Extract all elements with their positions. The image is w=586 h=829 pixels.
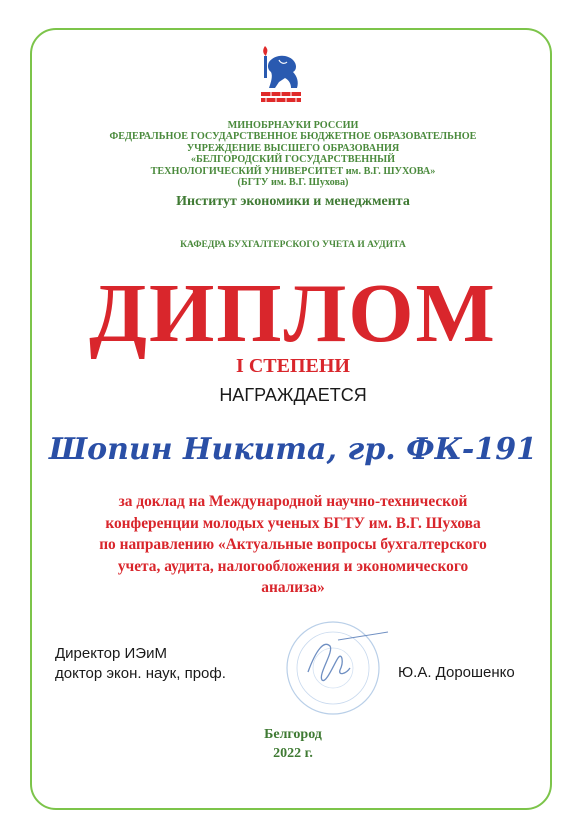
signatory-position: Директор ИЭиМ	[55, 645, 167, 662]
signatory-block	[55, 644, 226, 684]
reason-line: за доклад на Международной научно-технической	[118, 493, 468, 510]
reason-line: анализа»	[261, 579, 325, 596]
signatory-degree: доктор экон. наук, проф.	[55, 665, 226, 682]
department-name: КАФЕДРА БУХГАЛТЕРСКОГО УЧЕТА И АУДИТА	[180, 240, 406, 250]
recipient-name: Шопин Никита, гр. ФК-191	[49, 432, 537, 467]
diploma-degree: I СТЕПЕНИ	[236, 355, 350, 377]
footer-year: 2022 г.	[273, 746, 313, 761]
signatory-name: Ю.А. Дорошенко	[398, 664, 515, 681]
header-line-abbrev: (БГТУ им. В.Г. Шухова)	[237, 177, 349, 189]
header-block	[40, 120, 546, 188]
reason-line: учета, аудита, налогообложения и экономического	[117, 557, 469, 575]
header-line-university-2: ТЕХНОЛОГИЧЕСКИЙ УНИВЕРСИТЕТ им. В.Г. ШУХОВА»	[150, 165, 436, 177]
header-line-institution: УЧРЕЖДЕНИЕ ВЫСШЕГО ОБРАЗОВАНИЯ	[186, 142, 400, 154]
header-line-university-1: «БЕЛГОРОДСКИЙ ГОСУДАРСТВЕННЫЙ	[190, 154, 396, 166]
footer-block	[40, 725, 546, 763]
seal-stamp-icon	[278, 610, 393, 720]
header-line-federal: ФЕДЕРАЛЬНОЕ ГОСУДАРСТВЕННОЕ БЮДЖЕТНОЕ ОБРАЗОВАТЕЛЬНОЕ	[109, 131, 477, 143]
institute-name: Институт экономики и менеджмента	[176, 194, 410, 209]
diploma-title: ДИПЛОМ	[89, 267, 497, 360]
university-logo-icon	[253, 42, 309, 104]
award-reason	[40, 491, 546, 599]
reason-line: по направлению «Актуальные вопросы бухгалтерского	[99, 536, 487, 553]
footer-city: Белгород	[264, 727, 322, 742]
reason-line: конференции молодых ученых БГТУ им. В.Г. Шухова	[105, 514, 481, 532]
awarded-label: НАГРАЖДАЕТСЯ	[219, 385, 367, 405]
header-line-ministry: МИНОБРНАУКИ РОССИИ	[227, 120, 359, 131]
